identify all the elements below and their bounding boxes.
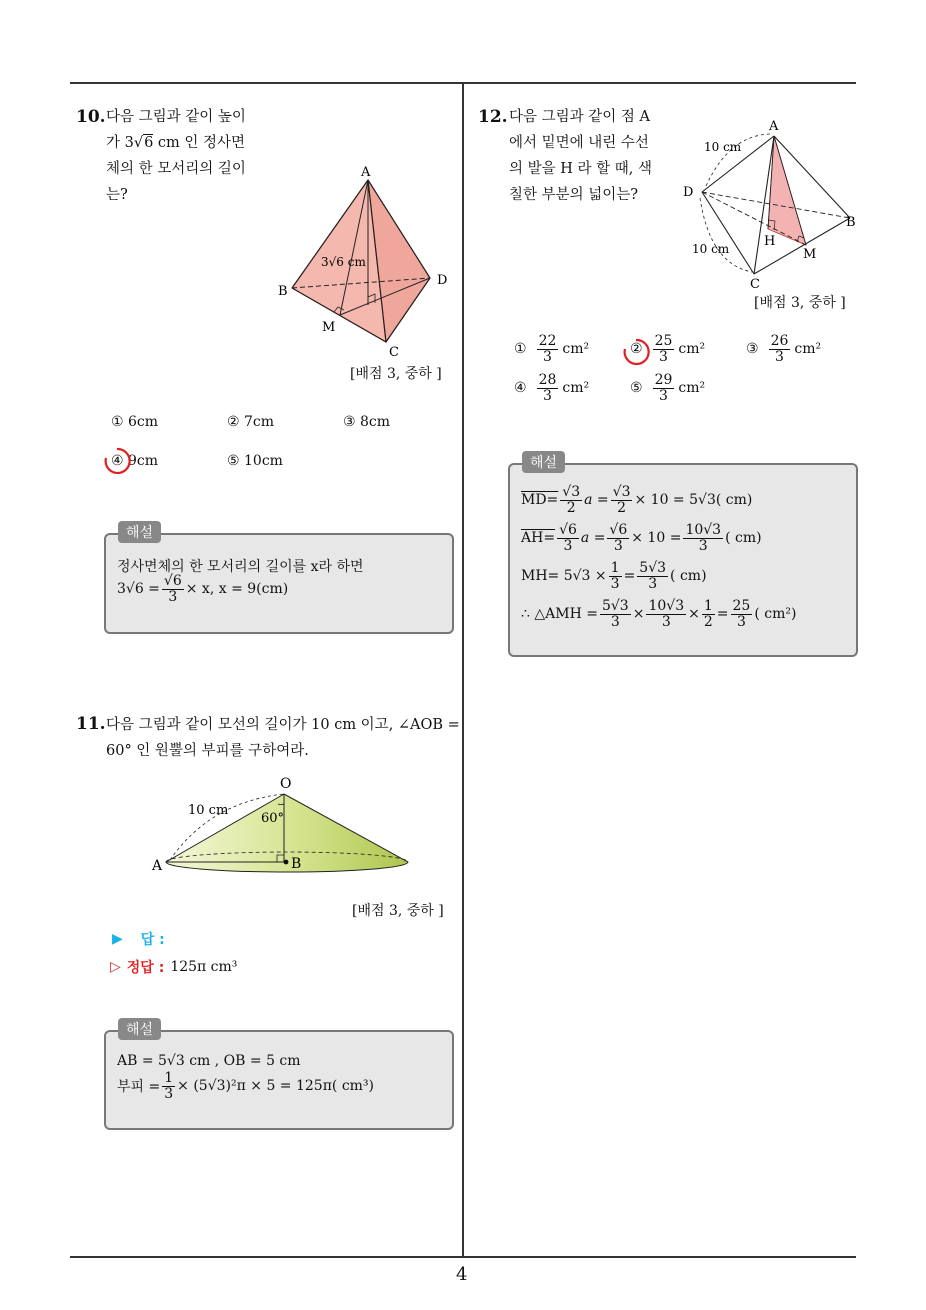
q11-number: 11.	[76, 714, 106, 734]
q11-solution-tag: 해설	[118, 1018, 161, 1040]
q12-label-h: H	[764, 234, 776, 249]
q12-choice-1[interactable]: ① $\frac{22}{3}$ cm²	[514, 333, 590, 365]
q10-label-a: A	[361, 165, 371, 180]
q10-label-d: D	[437, 273, 448, 288]
q12-edge-label-1: 10 cm	[704, 140, 742, 154]
q11-correct-label: 정답 :	[126, 960, 165, 976]
play-arrow-icon: ▶	[112, 931, 123, 947]
q10-solution-tag: 해설	[118, 521, 161, 543]
q11-label-a: A	[152, 858, 163, 874]
q12-choice-4[interactable]: ④ $\frac{28}{3}$ cm²	[514, 372, 590, 404]
q11-label-o: O	[280, 776, 292, 792]
q11-line1: 다음 그림과 같이 모선의 길이가 10 cm 이고, ∠AOB =	[106, 717, 460, 733]
q10-number: 10.	[76, 107, 106, 127]
q10-label-m: M	[322, 320, 336, 335]
q10-line1: 다음 그림과 같이 높이	[106, 109, 246, 125]
q12-tetrahedron-figure	[680, 114, 860, 294]
q10-choice-4[interactable]: ④ 9cm	[111, 453, 159, 469]
q12-label-m: M	[803, 247, 817, 262]
q10-solution-line2: 3√6 = $\frac{√6}{3}$ × x, x = 9(cm)	[117, 573, 289, 605]
q12-text	[509, 104, 669, 208]
q11-solution-line1: AB = 5√3 cm , OB = 5 cm	[117, 1053, 301, 1069]
q12-solution-tag: 해설	[522, 451, 565, 473]
q10-tetrahedron-figure	[270, 160, 460, 360]
q12-solution-line4: ∴ △AMH = $\frac{5√3}{3}$ × $\frac{10√3}{3}$ × $\frac{1}{2}$ = $\frac{25}{3}$ ( cm²)	[521, 598, 797, 630]
q10-choice-2[interactable]: ② 7cm	[227, 414, 275, 430]
q10-score: [배점 3, 중하 ]	[350, 366, 442, 382]
q12-label-d: D	[683, 185, 694, 200]
q12-edge-label-2: 10 cm	[692, 242, 730, 256]
q12-label-a: A	[769, 119, 779, 134]
q10-line4: 는?	[106, 187, 128, 203]
page-number: 4	[456, 1264, 468, 1285]
q11-cone-figure	[140, 772, 420, 882]
q12-solution-line3: MH= 5√3 × $\frac{1}{3}$ = $\frac{5√3}{3}$ ( cm)	[521, 560, 707, 592]
bottom-rule	[70, 1256, 856, 1258]
q12-number: 12.	[478, 107, 508, 127]
q10-line2: 가 3√6 cm 인 정사면	[106, 135, 246, 151]
q10-choice-1[interactable]: ① 6cm	[111, 414, 159, 430]
q11-correct-value: 125π cm³	[170, 959, 238, 975]
q12-line1: 다음 그림과 같이 점 A	[509, 109, 650, 125]
q11-correct-row	[110, 957, 237, 977]
q12-label-c: C	[750, 277, 760, 292]
q11-solution-line2: 부피 = $\frac{1}{3}$ × (5√3)²π × 5 = 125π( cm³)	[117, 1070, 375, 1102]
q12-choice-5[interactable]: ⑤ $\frac{29}{3}$ cm²	[630, 372, 706, 404]
q11-slant-label: 10 cm	[188, 803, 229, 818]
q12-solution-line2: AH= $\frac{√6}{3}$ a = $\frac{√6}{3}$ × 10 = $\frac{10√3}{3}$ ( cm)	[521, 522, 762, 554]
outline-arrow-icon: ▷	[110, 959, 121, 975]
q10-height-label: 3√6 cm	[321, 255, 366, 269]
q10-answer-mark-icon	[102, 446, 132, 476]
q10-text	[106, 104, 276, 208]
q11-label-b: B	[291, 856, 302, 872]
q10-label-b: B	[278, 284, 288, 299]
q12-label-b: B	[846, 215, 856, 230]
q12-choice-2[interactable]: ② $\frac{25}{3}$ cm²	[630, 333, 706, 365]
q12-score: [배점 3, 중하 ]	[754, 295, 846, 311]
q12-line3: 의 발을 H 라 할 때, 색	[509, 161, 652, 177]
q11-score: [배점 3, 중하 ]	[352, 903, 444, 919]
q12-solution-line1: MD= $\frac{√3}{2}$ a = $\frac{√3}{2}$ × 10 = 5√3( cm)	[521, 484, 753, 516]
q12-answer-mark-icon	[621, 337, 651, 367]
q10-label-c: C	[389, 345, 399, 360]
q11-answer-input[interactable]	[165, 930, 315, 948]
q10-choice-5[interactable]: ⑤ 10cm	[227, 453, 283, 469]
q10-choice-3[interactable]: ③ 8cm	[343, 414, 391, 430]
column-divider	[462, 82, 464, 1257]
q12-choice-3[interactable]: ③ $\frac{26}{3}$ cm²	[746, 333, 822, 365]
q11-line2: 60° 인 원뿔의 부피를 구하여라.	[106, 743, 309, 759]
q11-answer-label: 답 :	[140, 932, 165, 948]
q12-line2: 에서 밑면에 내린 수선	[509, 135, 649, 151]
q11-angle-label: 60°	[261, 811, 285, 826]
q12-line4: 칠한 부분의 넓이는?	[509, 187, 639, 203]
q10-line3: 체의 한 모서리의 길이	[106, 161, 246, 177]
q11-answer-row	[112, 929, 315, 949]
q10-solution-line1: 정사면체의 한 모서리의 길이를 x라 하면	[117, 559, 364, 575]
